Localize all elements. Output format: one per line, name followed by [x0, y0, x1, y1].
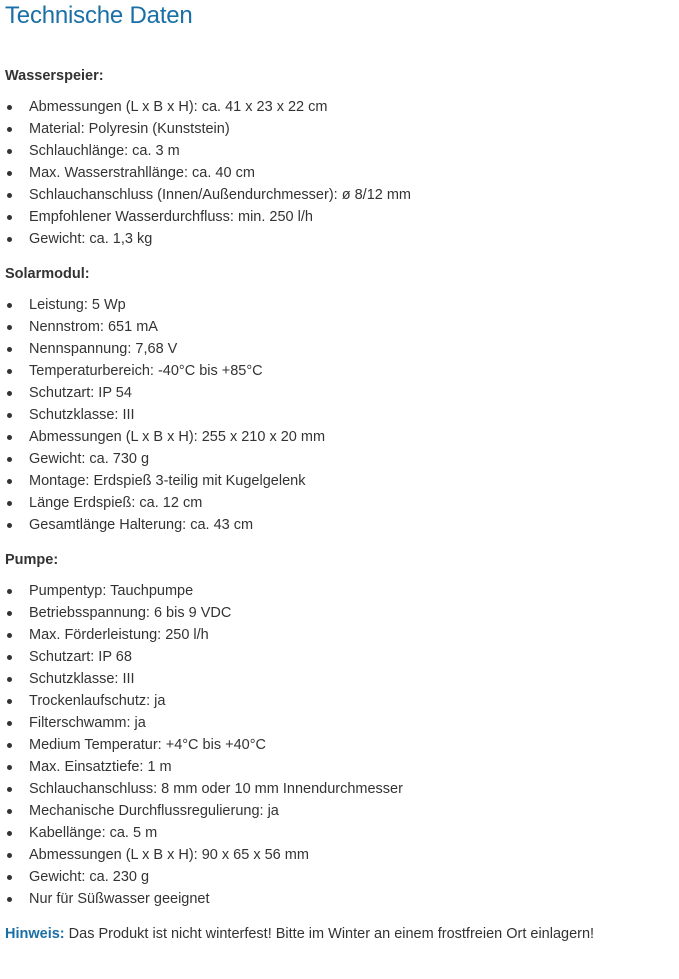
list-item: Empfohlener Wasserdurchfluss: min. 250 l/h: [5, 206, 679, 228]
spec-list-solarmodul: [5, 294, 679, 536]
list-item: Nennspannung: 7,68 V: [5, 338, 679, 360]
list-item: Mechanische Durchflussregulierung: ja: [5, 800, 679, 822]
note-text: Das Produkt ist nicht winterfest! Bitte im Winter an einem frostfreien Ort einlagern!: [64, 926, 595, 942]
section-heading-pumpe: Pumpe:: [5, 552, 59, 568]
list-item: Abmessungen (L x B x H): 255 x 210 x 20 mm: [5, 426, 679, 448]
list-item: Schutzart: IP 54: [5, 382, 679, 404]
list-item: Gewicht: ca. 230 g: [5, 866, 679, 888]
list-item: Länge Erdspieß: ca. 12 cm: [5, 492, 679, 514]
list-item: Montage: Erdspieß 3-teilig mit Kugelgelenk: [5, 470, 679, 492]
list-item: Max. Einsatztiefe: 1 m: [5, 756, 679, 778]
winter-note: [5, 923, 679, 945]
list-item: Nur für Süßwasser geeignet: [5, 888, 679, 910]
list-item: Pumpentyp: Tauchpumpe: [5, 580, 679, 602]
list-item: Max. Förderleistung: 250 l/h: [5, 624, 679, 646]
list-item: Schlauchlänge: ca. 3 m: [5, 140, 679, 162]
list-item: Medium Temperatur: +4°C bis +40°C: [5, 734, 679, 756]
list-item: Schutzklasse: III: [5, 404, 679, 426]
list-item: Material: Polyresin (Kunststein): [5, 118, 679, 140]
spec-list-wasserspeier: [5, 96, 679, 250]
list-item: Gewicht: ca. 1,3 kg: [5, 228, 679, 250]
list-item: Abmessungen (L x B x H): ca. 41 x 23 x 22 cm: [5, 96, 679, 118]
list-item: Kabellänge: ca. 5 m: [5, 822, 679, 844]
list-item: Schlauchanschluss (Innen/Außendurchmesser): ø 8/12 mm: [5, 184, 679, 206]
list-item: Trockenlaufschutz: ja: [5, 690, 679, 712]
list-item: Max. Wasserstrahllänge: ca. 40 cm: [5, 162, 679, 184]
section-heading-solarmodul: Solarmodul:: [5, 266, 90, 282]
list-item: Abmessungen (L x B x H): 90 x 65 x 56 mm: [5, 844, 679, 866]
list-item: Gesamtlänge Halterung: ca. 43 cm: [5, 514, 679, 536]
note-label: Hinweis:: [5, 926, 65, 942]
list-item: Nennstrom: 651 mA: [5, 316, 679, 338]
spec-list-pumpe: [5, 580, 679, 910]
section-heading-wasserspeier: Wasserspeier:: [5, 68, 104, 84]
list-item: Gewicht: ca. 730 g: [5, 448, 679, 470]
list-item: Schutzklasse: III: [5, 668, 679, 690]
list-item: Filterschwamm: ja: [5, 712, 679, 734]
list-item: Betriebsspannung: 6 bis 9 VDC: [5, 602, 679, 624]
list-item: Leistung: 5 Wp: [5, 294, 679, 316]
list-item: Temperaturbereich: -40°C bis +85°C: [5, 360, 679, 382]
page-title: Technische Daten: [5, 2, 193, 29]
list-item: Schlauchanschluss: 8 mm oder 10 mm Innendurchmesser: [5, 778, 679, 800]
list-item: Schutzart: IP 68: [5, 646, 679, 668]
